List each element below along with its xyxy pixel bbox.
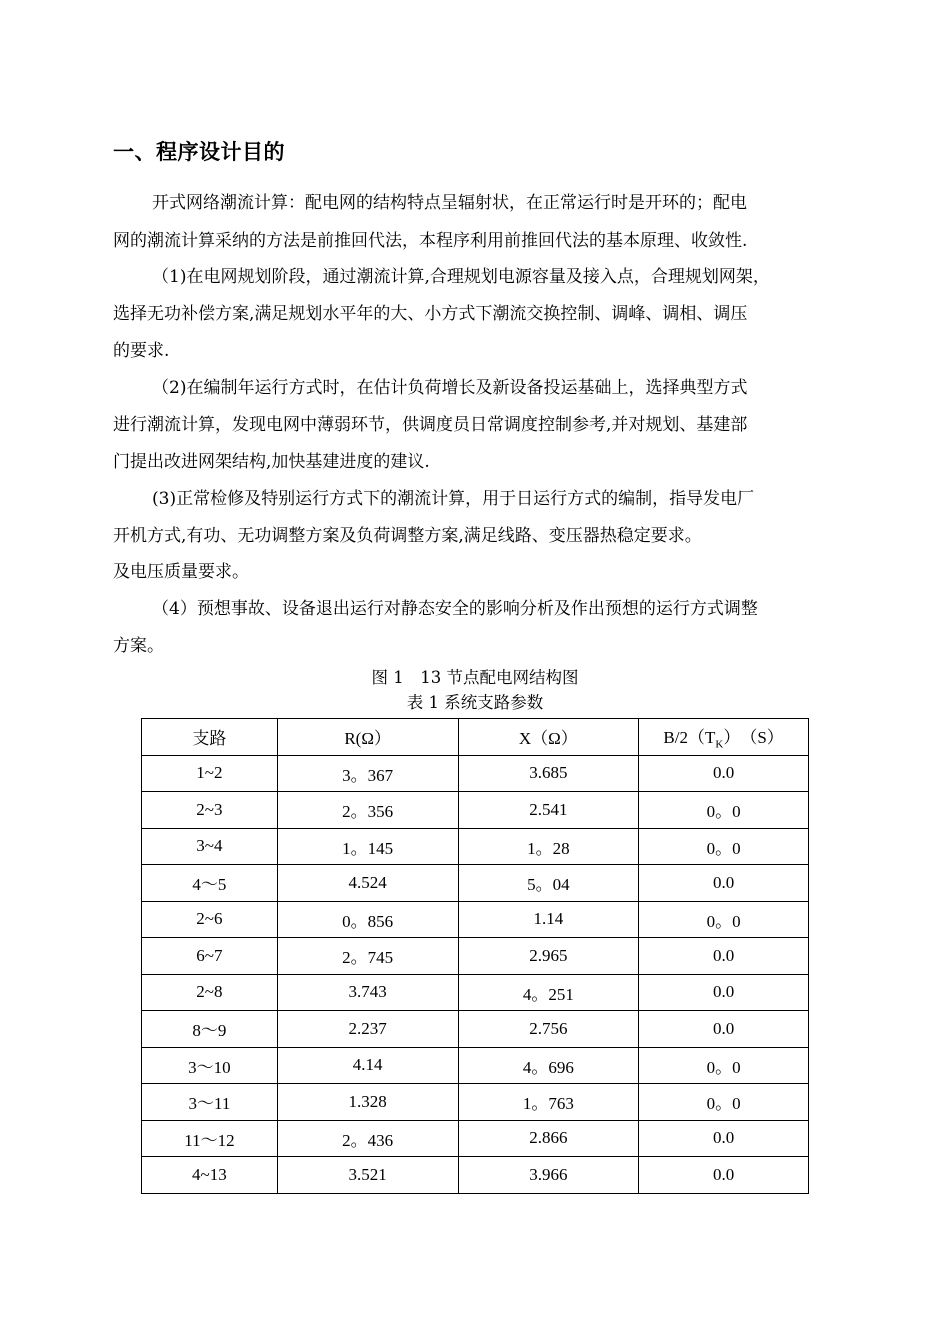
cell-reactance: 1.14: [458, 901, 639, 938]
cell-resistance: 2.237: [277, 1011, 458, 1048]
cell-susceptance: 0.0: [639, 1120, 809, 1157]
table-row: [142, 1011, 809, 1048]
paragraph-line: （4）预想事故、设备退出运行对静态安全的影响分析及作出预想的运行方式调整: [152, 599, 758, 619]
section-heading: 一、程序设计目的: [113, 140, 285, 164]
paragraph-line: 进行潮流计算，发现电网中薄弱环节，供调度员日常调度控制参考,并对规划、基建部: [113, 415, 748, 435]
cell-resistance: 4.524: [277, 865, 458, 902]
table-row: [142, 1047, 809, 1084]
cell-resistance: 3.521: [277, 1157, 458, 1194]
cell-branch: 6~7: [142, 938, 278, 975]
paragraph-line: (3)正常检修及特别运行方式下的潮流计算，用于日运行方式的编制，指导发电厂: [152, 489, 755, 509]
cell-resistance: 1。145: [277, 828, 458, 865]
cell-susceptance: 0.0: [639, 755, 809, 792]
paragraph-line: （1)在电网规划阶段，通过潮流计算,合理规划电源容量及接入点，合理规划网架，: [152, 267, 770, 287]
table-row: [142, 1157, 809, 1194]
cell-susceptance: 0.0: [639, 1011, 809, 1048]
table-header-row: [142, 719, 809, 756]
header-branch: 支路: [142, 719, 278, 756]
header-resistance: R(Ω）: [277, 719, 458, 756]
cell-resistance: 2。356: [277, 792, 458, 829]
cell-susceptance: 0。0: [639, 1047, 809, 1084]
table-row: [142, 901, 809, 938]
paragraph-line: 及电压质量要求。: [113, 562, 249, 582]
table-row: [142, 1120, 809, 1157]
cell-resistance: 3。367: [277, 755, 458, 792]
cell-resistance: 0。856: [277, 901, 458, 938]
cell-reactance: 1。28: [458, 828, 639, 865]
cell-branch: 3～11: [142, 1084, 278, 1121]
header-susceptance-unit: ） （S）: [723, 728, 784, 748]
cell-susceptance: 0。0: [639, 792, 809, 829]
cell-resistance: 3.743: [277, 974, 458, 1011]
cell-susceptance: 0。0: [639, 1084, 809, 1121]
cell-reactance: 3.966: [458, 1157, 639, 1194]
paragraph-line: 方案。: [113, 636, 164, 656]
cell-reactance: 5。04: [458, 865, 639, 902]
cell-reactance: 2.965: [458, 938, 639, 975]
cell-branch: 8～9: [142, 1011, 278, 1048]
figure-caption: 图 1 13 节点配电网结构图: [371, 668, 579, 687]
paragraph-line: 门提出改进网架结构,加快基建进度的建议.: [113, 452, 430, 472]
paragraph-line: （2)在编制年运行方式时，在估计负荷增长及新设备投运基础上，选择典型方式: [152, 378, 748, 398]
cell-branch: 3~4: [142, 828, 278, 865]
header-reactance: X（Ω）: [458, 719, 639, 756]
cell-resistance: 1.328: [277, 1084, 458, 1121]
table-row: [142, 755, 809, 792]
cell-reactance: 2.866: [458, 1120, 639, 1157]
cell-branch: 2~8: [142, 974, 278, 1011]
table-caption: 表 1 系统支路参数: [406, 693, 544, 712]
cell-reactance: 1。763: [458, 1084, 639, 1121]
cell-susceptance: 0。0: [639, 901, 809, 938]
table-row: [142, 974, 809, 1011]
cell-resistance: 2。436: [277, 1120, 458, 1157]
cell-reactance: 2.541: [458, 792, 639, 829]
cell-susceptance: 0.0: [639, 1157, 809, 1194]
header-susceptance: [639, 719, 809, 756]
cell-branch: 4～5: [142, 865, 278, 902]
cell-reactance: 2.756: [458, 1011, 639, 1048]
cell-branch: 1~2: [142, 755, 278, 792]
cell-susceptance: 0.0: [639, 974, 809, 1011]
cell-branch: 11～12: [142, 1120, 278, 1157]
cell-branch: 3～10: [142, 1047, 278, 1084]
paragraph-line: 开式网络潮流计算：配电网的结构特点呈辐射状，在正常运行时是开环的；配电: [152, 193, 747, 213]
table-body: [142, 755, 809, 1193]
table-row: [142, 828, 809, 865]
cell-susceptance: 0.0: [639, 865, 809, 902]
cell-branch: 4~13: [142, 1157, 278, 1194]
paragraph-line: 开机方式,有功、无功调整方案及负荷调整方案,满足线路、变压器热稳定要求。: [113, 526, 702, 546]
header-susceptance-main: B/2（T: [663, 728, 716, 748]
paragraph-line: 网的潮流计算采纳的方法是前推回代法，本程序利用前推回代法的基本原理、收敛性.: [113, 231, 748, 251]
cell-reactance: 3.685: [458, 755, 639, 792]
cell-branch: 2~6: [142, 901, 278, 938]
table-row: [142, 865, 809, 902]
cell-susceptance: 0。0: [639, 828, 809, 865]
branch-parameter-table: [141, 718, 809, 1194]
cell-branch: 2~3: [142, 792, 278, 829]
table-row: [142, 938, 809, 975]
cell-resistance: 4.14: [277, 1047, 458, 1084]
cell-susceptance: 0.0: [639, 938, 809, 975]
cell-reactance: 4。251: [458, 974, 639, 1011]
cell-reactance: 4。696: [458, 1047, 639, 1084]
paragraph-line: 的要求.: [113, 341, 170, 361]
cell-resistance: 2。745: [277, 938, 458, 975]
header-susceptance-sub: K: [715, 738, 724, 751]
table-row: [142, 792, 809, 829]
paragraph-line: 选择无功补偿方案,满足规划水平年的大、小方式下潮流交换控制、调峰、调相、调压: [113, 304, 748, 324]
table-row: [142, 1084, 809, 1121]
